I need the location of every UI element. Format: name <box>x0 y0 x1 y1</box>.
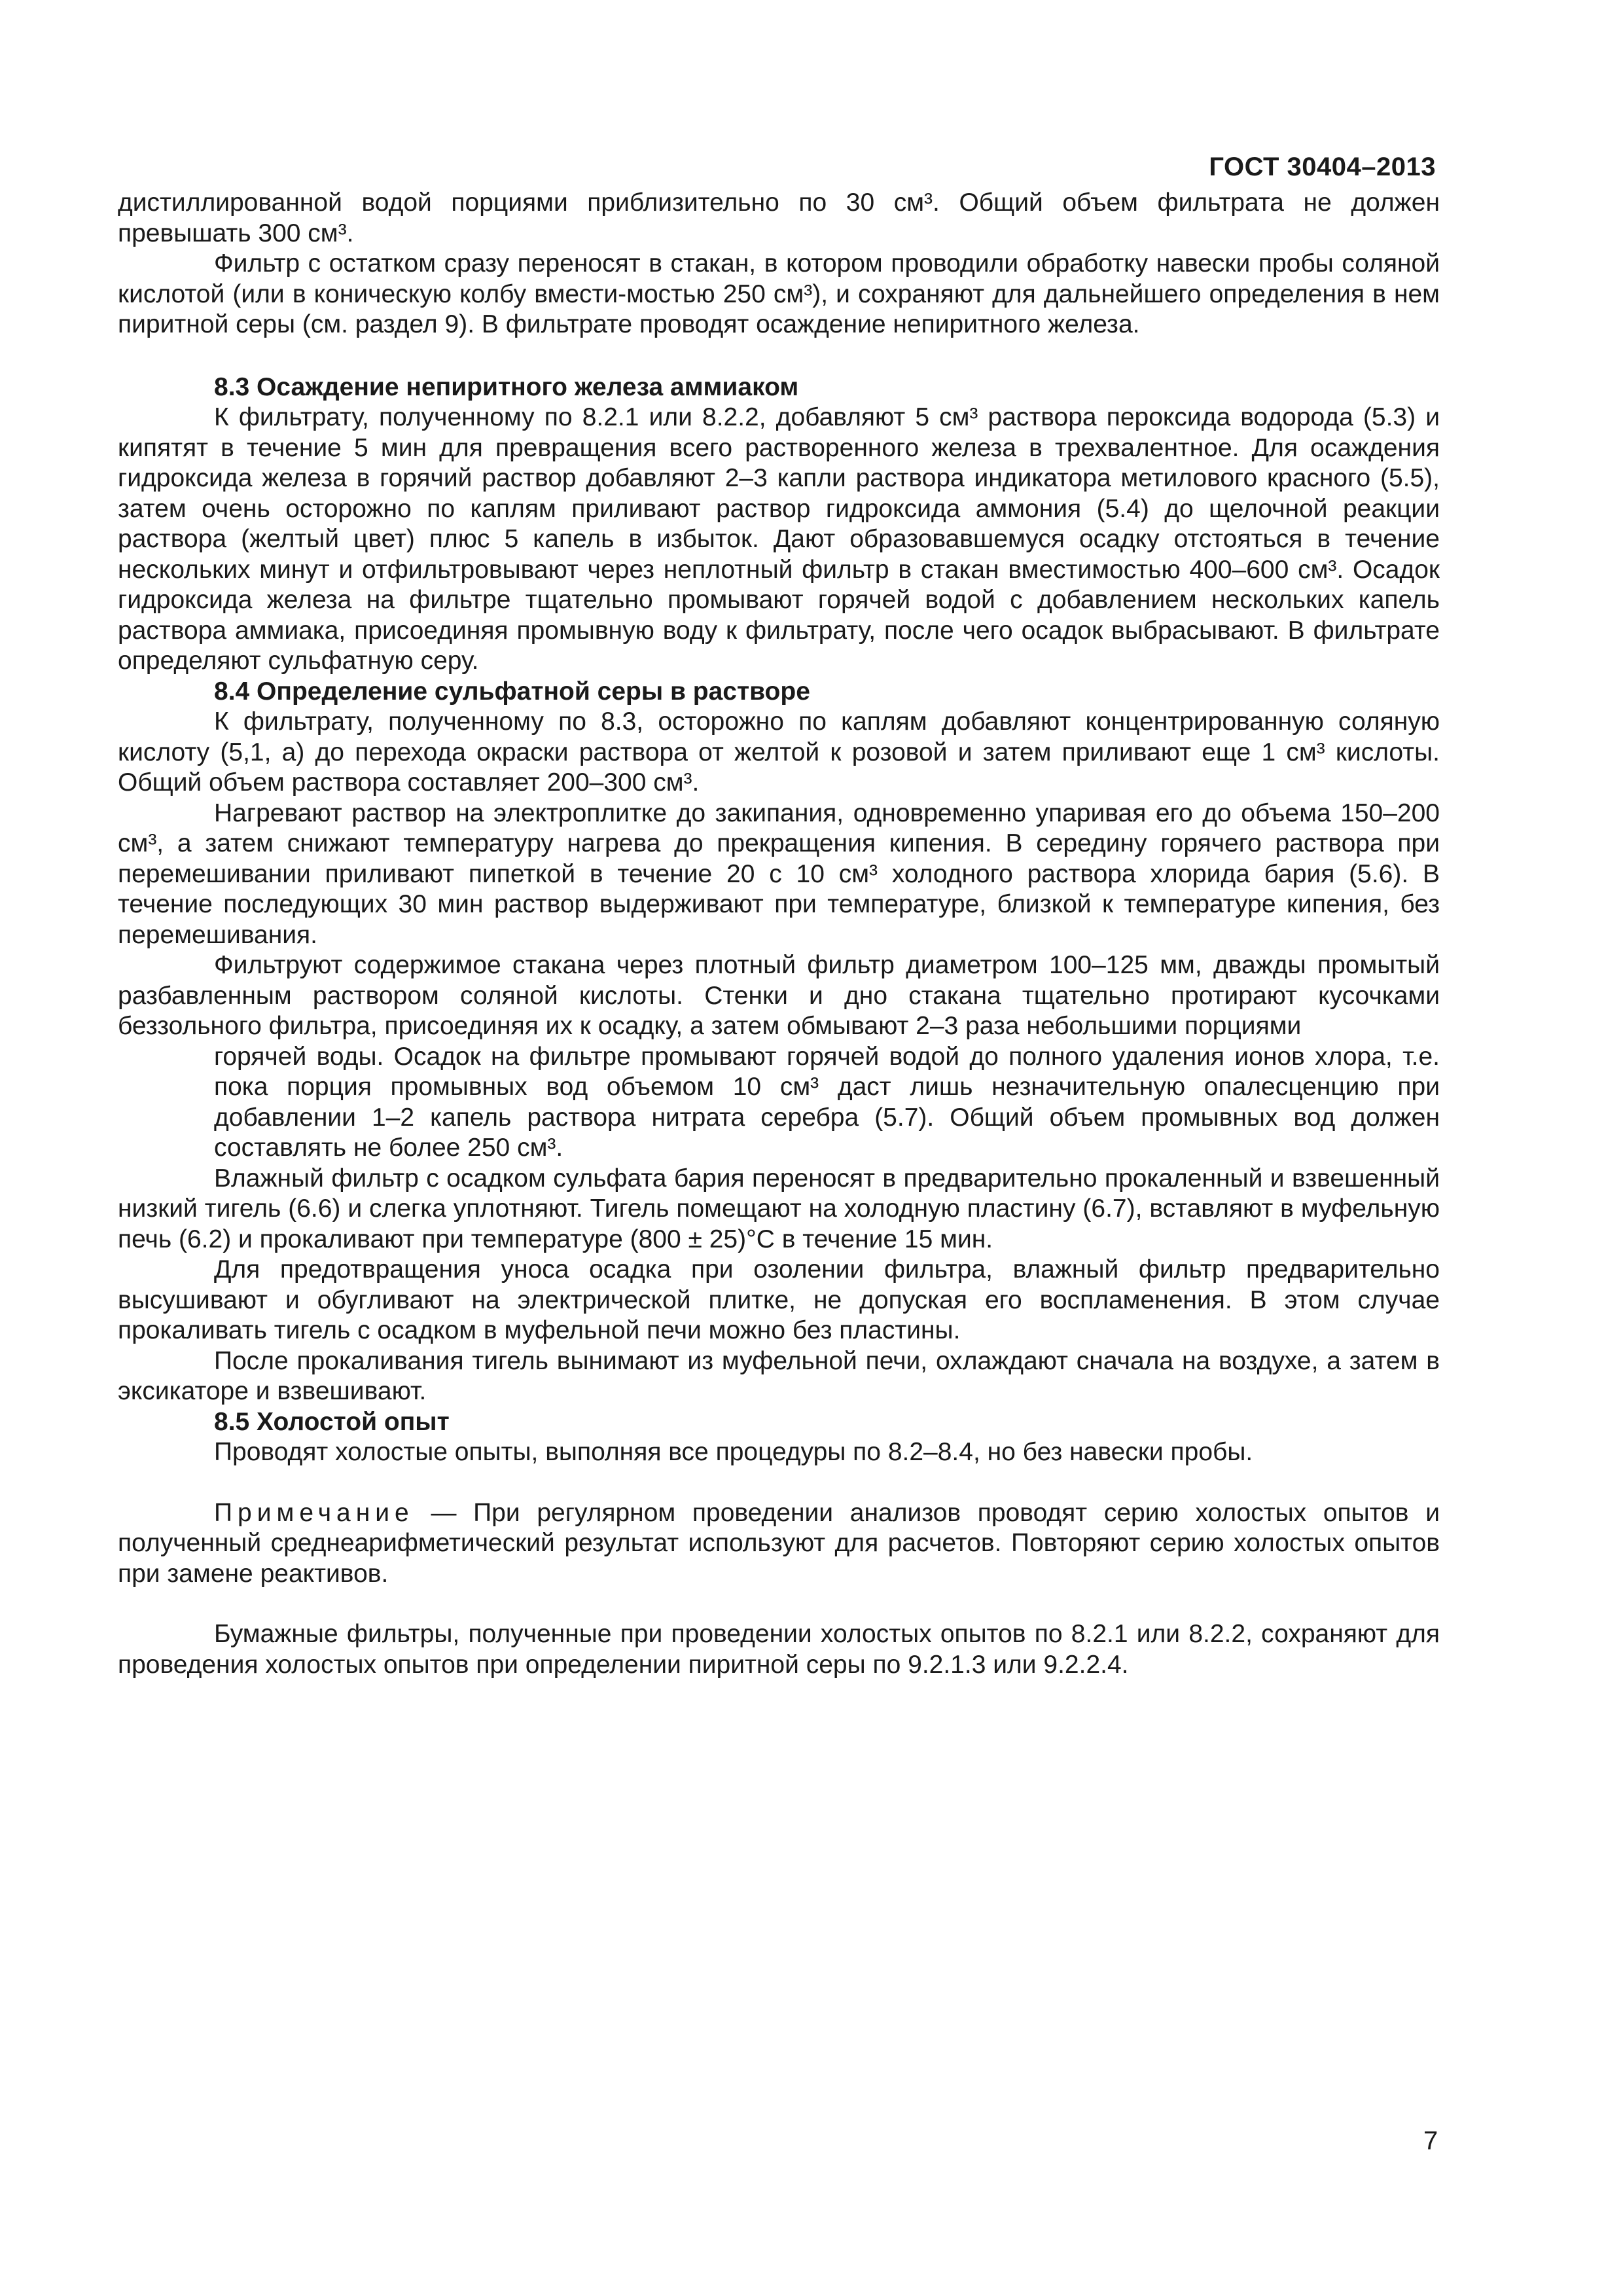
paragraph-heating: Нагревают раствор на электроплитке до закипания, одновременно упаривая его до объема 150–200 см³, а затем снижают температуру нагрева до прекращения кипения. В середину горячего раствора при перемешивании приливают пипеткой в течение 20 с 10 см³ холодного раствора хлорида бария (5.6). В течение последующих 30 мин раствор выдерживают при температуре, близкой к температуре кипения, без перемешивания. <box>118 798 1440 949</box>
paragraph-blank-test: Проводят холостые опыты, выполняя все процедуры по 8.2–8.4, но без навески пробы. <box>214 1438 1253 1466</box>
paragraph-crucible: Влажный фильтр с осадком сульфата бария переносят в предварительно прокаленный и взвешенный низкий тигель (6.6) и слегка уплотняют. Тигель помещают на холодную пластину (6.7), вставляют в муфельную печь (6.2) и прокаливают при температуре (800 ± 25)°С в течение 15 мин. <box>118 1164 1440 1253</box>
note-paragraph <box>118 1498 1440 1590</box>
spacer <box>118 340 1440 372</box>
spacer <box>118 1589 1440 1619</box>
paragraph-ashing: Для предотвращения уноса осадка при озолении фильтра, влажный фильтр предварительно высушивают и обугливают на электрической плитке, не допуская его воспламенения. В этом случае прокаливать тигель с осадком в муфельной печи можно без пластины. <box>118 1255 1440 1344</box>
paragraph-washing: горячей воды. Осадок на фильтре промывают горячей водой до полного удаления ионов хлора, т.е. пока порция промывных вод объемом 10 см³ даст лишь незначительную опалесценцию при добавлении 1–2 капель раствора нитрата серебра (5.7). Общий объем промывных вод должен составлять не более 250 см³. <box>214 1042 1440 1162</box>
paragraph-ammonia-precipitation: К фильтрату, полученному по 8.2.1 или 8.2.2, добавляют 5 см³ раствора пероксида водорода (5.3) и кипятят в течение 5 мин для превращения всего растворенного железа в трехвалентное. Для осаждения гидроксида железа в горячий раствор добавляют 2–3 капли раствора индикатора метилового красного (5.5), затем очень осторожно по каплям приливают раствор гидроксида аммония (5.4) до щелочной реакции раствора (желтый цвет) плюс 5 капель в избыток. Дают образовавшемуся осадку отстояться в течение нескольких минут и отфильтровывают через неплотный фильтр в стакан вместимостью 400–600 см³. Осадок гидроксида железа на фильтре тщательно промывают горячей водой с добавлением нескольких капель раствора аммиака, присоединяя промывную воду к фильтрату, после чего осадок выбрасывают. В фильтрате определяют сульфатную серу. <box>118 403 1440 675</box>
spacer <box>118 1468 1440 1498</box>
paragraph-acidification: К фильтрату, полученному по 8.3, осторожно по каплям добавляют концентрированную соляную кислоту (5,1, а) до перехода окраски раствора от желтой к розовой и затем приливают еще 1 см³ кислоты. Общий объем раствора составляет 200–300 см³. <box>118 708 1440 797</box>
section-heading-8-3: 8.3 Осаждение непиритного железа аммиаком <box>214 372 799 401</box>
note-label: Примечание <box>214 1498 414 1527</box>
note-text: — При регулярном проведении анализов проводят серию холостых опытов и полученный среднеарифметический результат используют для расчетов. Повторяют серию холостых опытов при замене реактивов. <box>118 1498 1440 1588</box>
section-heading-8-5: 8.5 Холостой опыт <box>214 1407 450 1436</box>
document-header: ГОСТ 30404–2013 <box>1209 152 1436 181</box>
paragraph-continuation: дистиллированной водой порциями приблизительно по 30 см³. Общий объем фильтрата не должен превышать 300 см³. <box>118 188 1440 247</box>
paragraph-filtration: Фильтруют содержимое стакана через плотный фильтр диаметром 100–125 мм, дважды промытый разбавленным раствором соляной кислоты. Стенки и дно стакана тщательно протирают кусочками беззольного фильтра, присоединяя их к осадку, а затем обмывают 2–3 раза небольшими порциями <box>118 951 1440 1040</box>
document-body <box>118 188 1440 1680</box>
paragraph-paper-filters: Бумажные фильтры, полученные при проведении холостых опытов по 8.2.1 или 8.2.2, сохраняют для проведения холостых опытов при определении пиритной серы по 9.2.1.3 или 9.2.2.4. <box>118 1620 1440 1679</box>
section-heading-8-4: 8.4 Определение сульфатной серы в растворе <box>214 677 810 706</box>
paragraph-filter-transfer: Фильтр с остатком сразу переносят в стакан, в котором проводили обработку навески пробы соляной кислотой (или в коническую колбу вмести-мостью 250 см³), и сохраняют для дальнейшего определения в нем пиритной серы (см. раздел 9). В фильтрате проводят осаждение непиритного железа. <box>118 249 1440 338</box>
page-number: 7 <box>1423 2126 1438 2155</box>
paragraph-weighing: После прокаливания тигель вынимают из муфельной печи, охлаждают сначала на воздухе, а затем в эксикаторе и взвешивают. <box>118 1346 1440 1405</box>
